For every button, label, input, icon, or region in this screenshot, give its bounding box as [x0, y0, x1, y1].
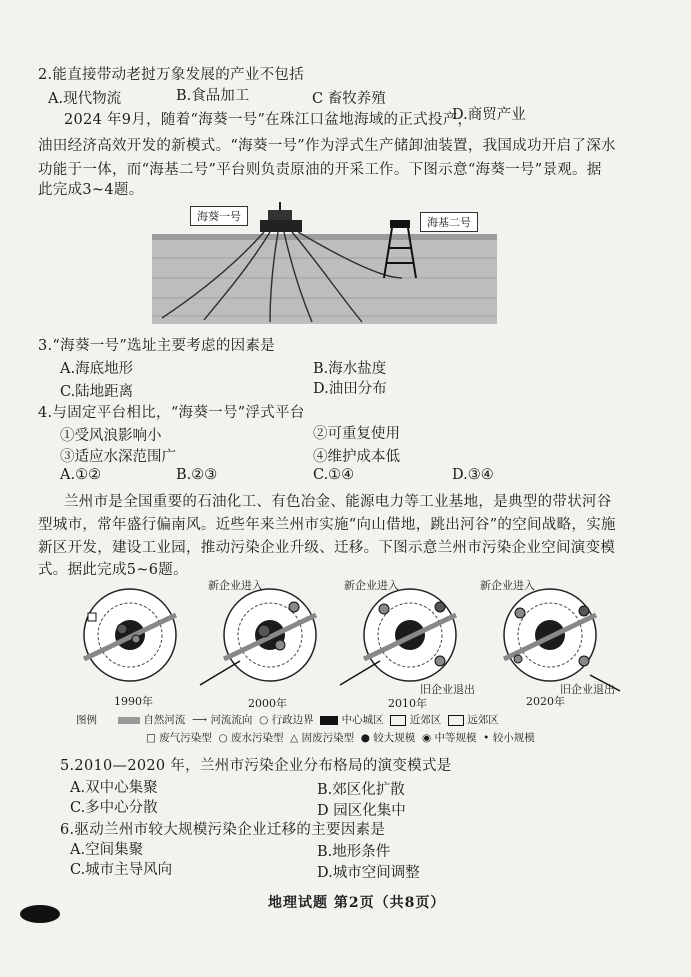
q5-option-d: D 园区化集中 [317, 803, 406, 819]
passage1-line-4: 此完成3~4题。 [38, 182, 144, 198]
passage2-line-3: 新区开发，建设工业园，推动污染企业升级、迁移。下图示意兰州市污染企业空间演变模 [38, 540, 616, 556]
passage1-line-3: 功能于一体，而“海基二号”平台则负责原油的开采工作。下图示意“海葵一号”景观。据 [38, 162, 602, 178]
new-enterprise-label-2000: 新企业进入 [208, 579, 263, 592]
q2-option-d: D.商贸产业 [452, 107, 526, 123]
solid-waste-icon: △ [290, 732, 299, 744]
q3-option-b: B.海水盐度 [313, 361, 387, 377]
legend-central-district: 中心城区 [341, 714, 384, 726]
q6-stem: 6.驱动兰州市较大规模污染企业迁移的主要因素是 [60, 822, 386, 838]
admin-boundary-icon: ○ [259, 714, 269, 726]
natural-river-swatch [118, 717, 140, 724]
q4-statement-3: ③适应水深范围广 [60, 449, 176, 465]
q6-option-d: D.城市空间调整 [317, 865, 420, 881]
river-flow-arrow-icon: ⟶ [192, 714, 208, 726]
legend-solid-waste: 固废污染型 [301, 732, 355, 744]
legend-river-flow: 河流流向 [210, 714, 253, 726]
q4-stem: 4.与固定平台相比，“海葵一号”浮式平台 [38, 405, 305, 421]
q2-option-b: B.食品加工 [176, 88, 250, 104]
medium-scale-icon: ◉ [421, 732, 432, 744]
passage2-line-4: 式。据此完成5~6题。 [38, 562, 188, 578]
legend-water-pollution: 废水污染型 [230, 732, 284, 744]
q4-statement-4: ④维护成本低 [313, 449, 400, 465]
label-haiji: 海基二号 [420, 212, 478, 232]
q2-option-c: C 畜牧养殖 [312, 91, 386, 107]
q3-option-a: A.海底地形 [60, 361, 134, 377]
legend-far-suburb: 远郊区 [467, 714, 499, 726]
year-2020: 2020年 [526, 695, 565, 708]
q6-option-a: A.空间集聚 [70, 842, 144, 858]
year-2010: 2010年 [388, 697, 427, 710]
legend-medium-scale: 中等规模 [434, 732, 477, 744]
q3-option-d: D.油田分布 [313, 381, 387, 397]
near-suburb-swatch [390, 715, 406, 726]
small-scale-icon: • [483, 732, 490, 744]
passage2-line-1: 兰州市是全国重要的石油化工、有色冶金、能源电力等工业基地，是典型的带状河谷 [64, 494, 612, 510]
large-scale-icon: ● [360, 732, 370, 744]
q5-option-c: C.多中心分散 [70, 800, 158, 816]
old-exit-label-2010: 旧企业退出 [420, 683, 475, 696]
q5-stem: 5.2010—2020 年，兰州市污染企业分布格局的演变模式是 [60, 758, 452, 774]
legend-gas-pollution: 废气污染型 [159, 732, 212, 744]
label-haikui: 海葵一号 [190, 206, 248, 226]
offshore-platform-figure [152, 198, 497, 324]
new-enterprise-label-2020: 新企业进入 [480, 579, 535, 592]
page-footer: 地理试题 第2页（共8页） [268, 895, 446, 911]
legend-natural-river: 自然河流 [143, 714, 186, 726]
old-exit-label-2020: 旧企业退出 [560, 683, 615, 696]
passage1-line-2: 油田经济高效开发的新模式。“海葵一号”作为浮式生产储卸油装置，我国成功开启了深水 [38, 138, 616, 154]
diagram-2020 [504, 589, 620, 691]
q4-option-a: A.①② [60, 467, 102, 483]
q6-option-b: B.地形条件 [317, 844, 391, 860]
legend-row-2 [146, 730, 535, 745]
year-2000: 2000年 [248, 697, 287, 710]
q6-option-c: C.城市主导风向 [70, 862, 173, 878]
q5-option-b: B.郊区化扩散 [317, 782, 405, 798]
q2-option-a: A.现代物流 [48, 91, 122, 107]
passage2-line-2: 型城市，常年盛行偏南风。近些年来兰州市实施“向山借地，跳出河谷”的空间战略，实施 [38, 517, 616, 533]
legend-near-suburb: 近郊区 [409, 714, 442, 726]
corner-smudge [20, 905, 60, 923]
q4-statement-1: ①受风浪影响小 [60, 428, 162, 444]
q4-option-c: C.①④ [313, 467, 355, 483]
legend-large-scale: 较大规模 [373, 732, 416, 744]
q3-stem: 3.“海葵一号”选址主要考虑的因素是 [38, 338, 276, 354]
diagram-1990 [84, 589, 176, 681]
q5-option-a: A.双中心集聚 [70, 780, 158, 796]
diagram-2010 [340, 589, 456, 685]
legend-title: 图例 [76, 714, 97, 726]
passage1-line-1: 2024 年9月，随着“海葵一号”在珠江口盆地海域的正式投产， [64, 112, 473, 128]
central-district-swatch [320, 716, 338, 725]
q3-option-c: C.陆地距离 [60, 384, 134, 400]
year-1990: 1990年 [114, 695, 153, 708]
q4-option-b: B.②③ [176, 467, 218, 483]
gas-pollution-icon: □ [146, 732, 156, 744]
water-pollution-icon: ○ [218, 732, 228, 744]
legend-admin-boundary: 行政边界 [271, 714, 314, 726]
q2-stem: 2.能直接带动老挝万象发展的产业不包括 [38, 67, 305, 83]
new-enterprise-label-2010: 新企业进入 [344, 579, 399, 592]
legend-small-scale: 较小规模 [492, 732, 535, 744]
diagram-2000 [200, 589, 316, 685]
q4-option-d: D.③④ [452, 467, 494, 483]
far-suburb-swatch [448, 715, 464, 726]
legend-row-1 [118, 712, 499, 727]
q4-statement-2: ②可重复使用 [313, 426, 400, 442]
